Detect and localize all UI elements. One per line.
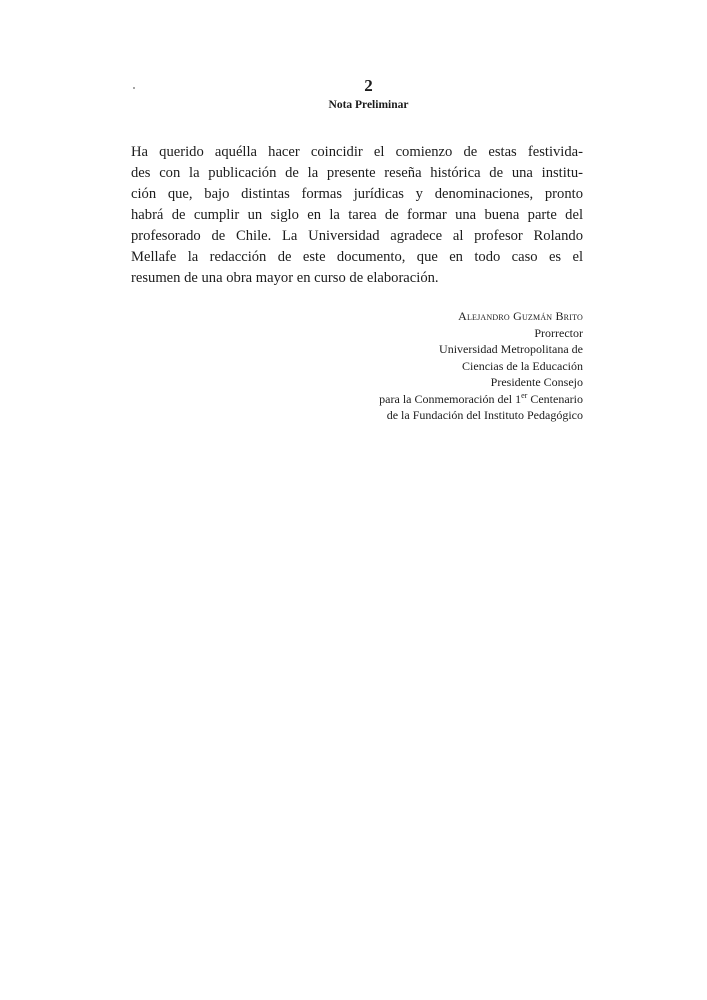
university-line-2: Ciencias de la Educación bbox=[462, 358, 583, 373]
university-line-1: Universidad Metropolitana de bbox=[439, 342, 583, 356]
council-line-2-prefix: para la Conmemoración del 1 bbox=[379, 391, 522, 406]
council-line-2 bbox=[379, 391, 583, 408]
paragraph-line: ción que, bajo distintas formas jurídicas y denominaciones, pronto bbox=[131, 186, 583, 202]
paragraph-line: Ha querido aquélla hacer coincidir el comienzo de estas festivida- bbox=[131, 144, 583, 160]
ordinal-superscript: er bbox=[521, 390, 528, 400]
council-line-1: Presidente Consejo bbox=[490, 375, 583, 389]
paragraph-line: Mellafe la redacción de este documento, que en todo caso es el bbox=[131, 249, 583, 265]
council-line-2-suffix: Centenario bbox=[527, 391, 583, 406]
signatory-role: Prorrector bbox=[534, 325, 583, 340]
body-paragraph bbox=[131, 142, 583, 289]
page-number: 2 bbox=[364, 76, 373, 95]
council-line-3: de la Fundación del Instituto Pedagógico bbox=[386, 408, 583, 422]
paragraph-line: habrá de cumplir un siglo en la tarea de formar una buena parte del bbox=[131, 207, 583, 223]
page-header bbox=[0, 76, 707, 112]
signatory-name: Alejandro Guzmán Brito bbox=[458, 309, 583, 323]
paragraph-line: profesorado de Chile. La Universidad agradece al profesor Rolando bbox=[131, 228, 583, 244]
paragraph-line: des con la publicación de la presente reseña histórica de una institu- bbox=[131, 165, 583, 181]
paragraph-line: resumen de una obra mayor en curso de elaboración. bbox=[131, 270, 439, 286]
section-title: Nota Preliminar bbox=[328, 99, 409, 111]
signature-block bbox=[379, 308, 583, 424]
